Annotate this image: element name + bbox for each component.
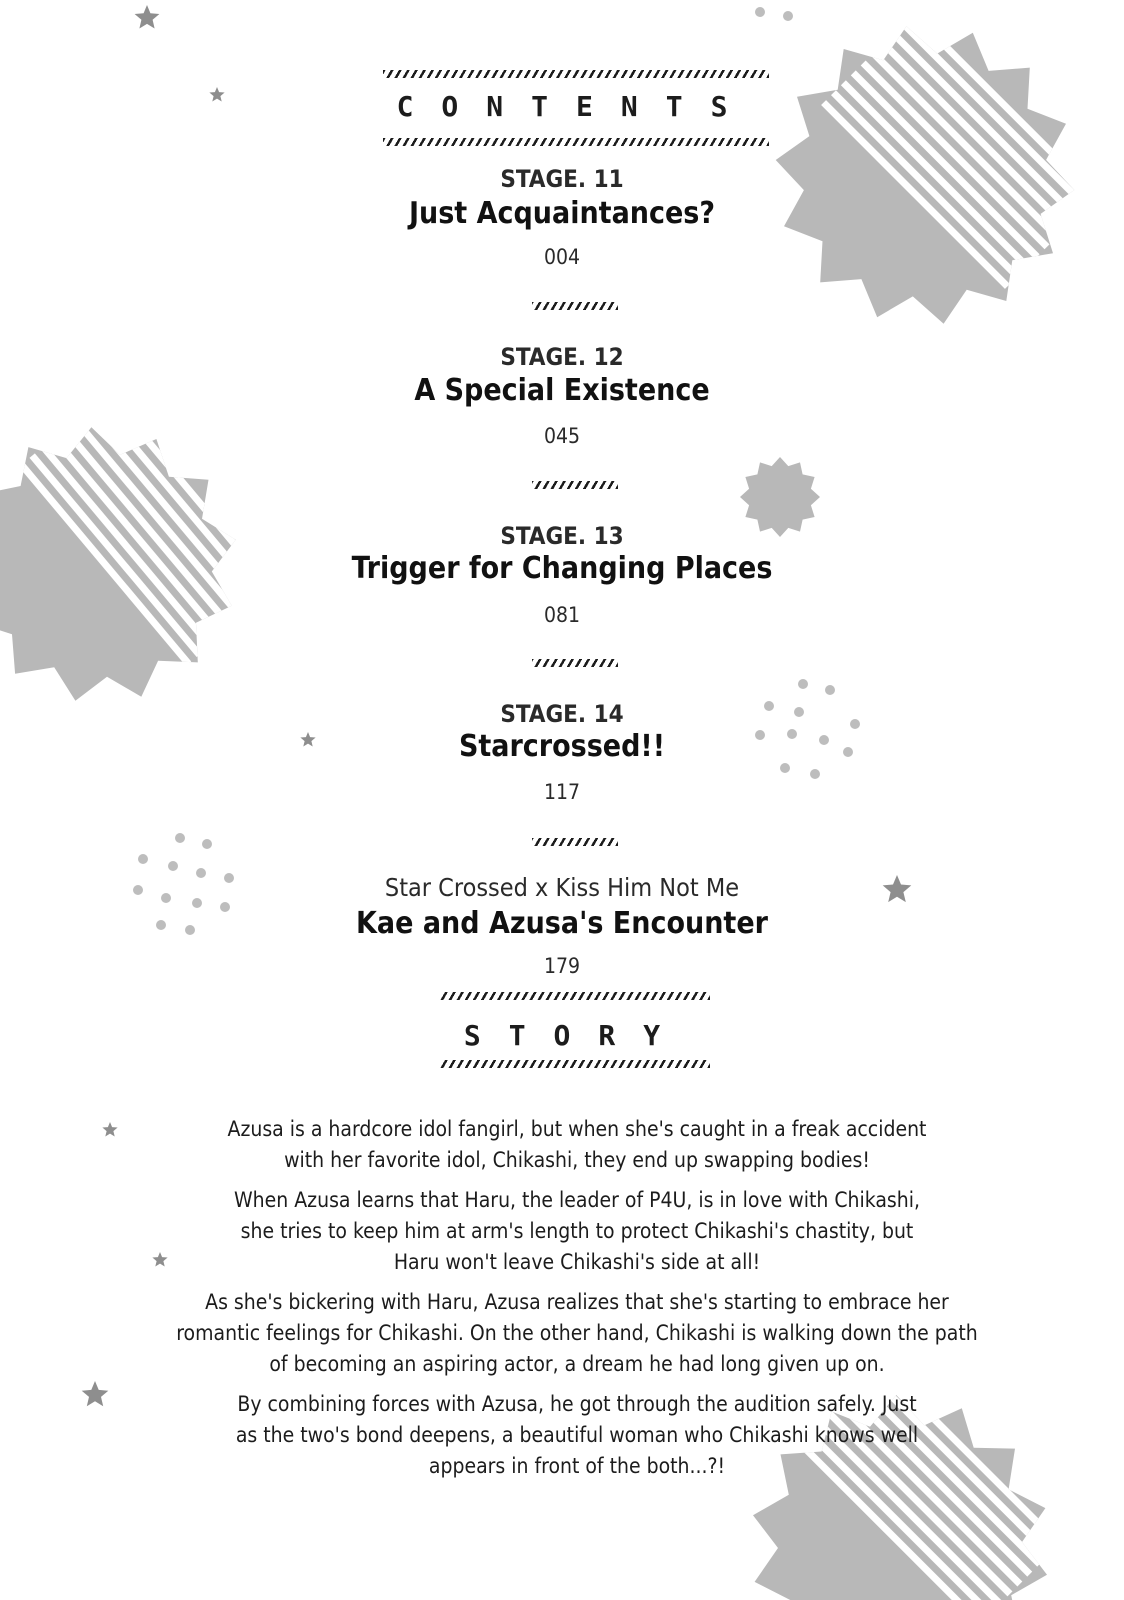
chapter-divider xyxy=(532,302,618,310)
story-paragraph: As she's bickering with Haru, Azusa realizes that she's starting to embrace her romantic feelings for Chikashi. On the other hand, Chikashi is walking down the path of becoming an aspiring actor, a dream he had long given up on. xyxy=(176,1290,978,1376)
chapter-page-number: 117 xyxy=(543,780,581,804)
hatched-rule xyxy=(440,992,710,1000)
chapter-title: A Special Existence xyxy=(414,373,710,408)
chapter-page-number: 045 xyxy=(543,424,581,448)
chapter-label: Star Crossed x Kiss Him Not Me xyxy=(384,873,740,902)
chapter-title: Just Acquaintances? xyxy=(408,196,716,231)
chapter-label: STAGE. 11 xyxy=(500,165,624,193)
chapter-label: STAGE. 14 xyxy=(500,700,624,728)
chapter-divider xyxy=(532,659,618,667)
star-icon xyxy=(82,1381,109,1406)
star-icon xyxy=(102,1122,117,1137)
hatched-rule xyxy=(383,70,769,78)
story-paragraph: Azusa is a hardcore idol fangirl, but when she's caught in a freak accident with her favorite idol, Chikashi, they end up swapping bodies! xyxy=(227,1117,927,1172)
story-heading: STORY xyxy=(463,1019,689,1052)
hatched-rule xyxy=(383,138,769,146)
chapter-divider xyxy=(532,838,618,846)
chapter-label: STAGE. 13 xyxy=(500,522,624,550)
chapter-title: Starcrossed!! xyxy=(458,729,666,764)
hatched-rule xyxy=(440,1060,710,1068)
chapter-divider xyxy=(532,481,618,489)
chapter-page-number: 004 xyxy=(543,245,581,269)
story-paragraph: By combining forces with Azusa, he got through the audition safely. Just as the two's bond deepens, a beautiful woman who Chikashi knows well appears in front of the both...?! xyxy=(235,1392,919,1478)
story-paragraph: When Azusa learns that Haru, the leader of P4U, is in love with Chikashi, she tries to keep him at arm's length to protect Chikashi's chastity, but Haru won't leave Chikashi's side at all! xyxy=(234,1188,920,1274)
story-text xyxy=(172,1114,982,1491)
chapter-title: Trigger for Changing Places xyxy=(351,551,773,586)
chapter-title: Kae and Azusa's Encounter xyxy=(356,906,768,941)
chapter-label: STAGE. 12 xyxy=(500,343,624,371)
star-icon xyxy=(135,5,160,29)
contents-heading: CONTENTS xyxy=(396,90,756,123)
chapter-page-number: 179 xyxy=(543,954,581,978)
star-icon xyxy=(152,1252,167,1267)
chapter-page-number: 081 xyxy=(543,603,581,627)
